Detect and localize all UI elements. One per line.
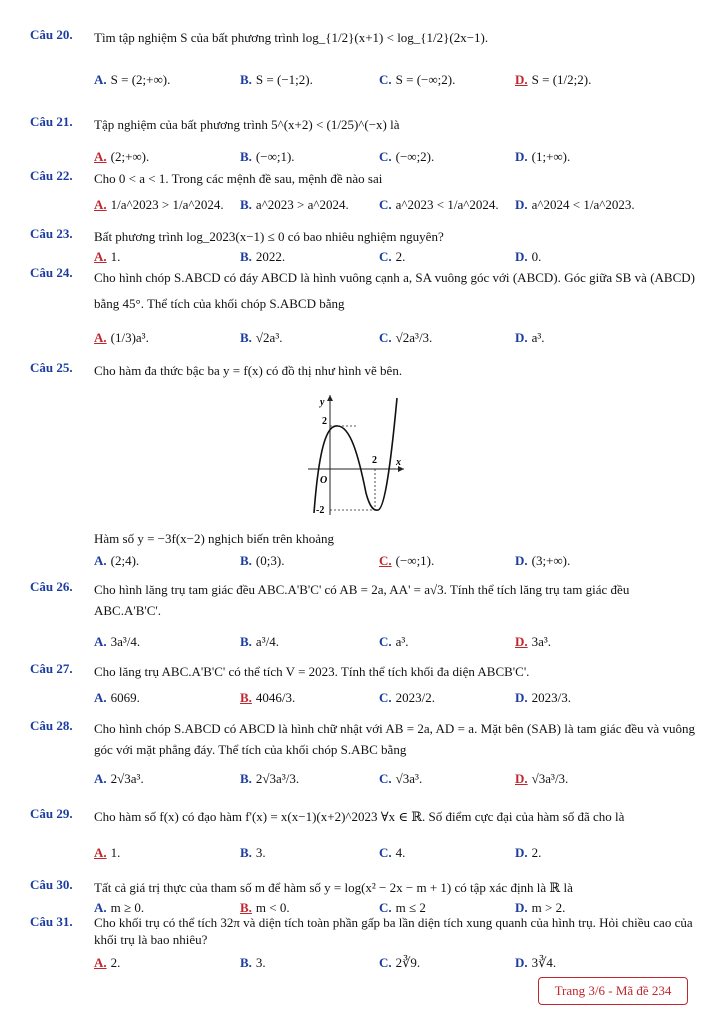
tick-x: 2 xyxy=(372,455,377,466)
option-text: m ≥ 0. xyxy=(110,900,145,915)
question-text: Cho 0 < a < 1. Trong các mệnh đề sau, mệnh đề nào sai xyxy=(94,171,383,186)
option-label: B. xyxy=(240,149,252,164)
question-text: Cho hình lăng trụ tam giác đều ABC.A'B'C' có AB = 2a, AA' = a√3. Tính thể tích lăng trụ tam giác đều ABC.A'B'C'. xyxy=(94,582,630,618)
option-label: D. xyxy=(515,330,528,345)
question-text: Tất cả giá trị thực của tham số m để hàm số y = log(x² − 2x − m + 1) có tập xác định là ℝ là xyxy=(94,880,573,895)
option-label: C. xyxy=(379,330,392,345)
option-text: 4046/3. xyxy=(255,690,296,705)
option-label: D. xyxy=(515,197,528,212)
option-text: m ≤ 2 xyxy=(395,900,426,915)
option-text: 2023/2. xyxy=(395,690,436,705)
option-text: S = (2;+∞). xyxy=(110,72,171,87)
option-text: 1/a^2023 > 1/a^2024. xyxy=(110,197,224,212)
option-label: B. xyxy=(240,955,252,970)
option-text: 1. xyxy=(110,249,121,264)
option-text: 2023/3. xyxy=(531,690,572,705)
option-label: B. xyxy=(240,72,252,87)
option-label: D. xyxy=(515,690,528,705)
option-label: A. xyxy=(94,553,107,568)
option-text: a^2023 < 1/a^2024. xyxy=(395,197,499,212)
option-text: √3a³/3. xyxy=(531,771,569,786)
options xyxy=(94,840,695,866)
option-text: S = (−1;2). xyxy=(255,72,313,87)
option-text: (−∞;2). xyxy=(395,149,435,164)
question-23 xyxy=(30,226,695,270)
option-text: (3;+∞). xyxy=(531,553,571,568)
question-30 xyxy=(30,877,695,917)
option-text: 3∛4. xyxy=(531,955,557,970)
option-label: B. xyxy=(240,249,252,264)
option-text: S = (1/2;2). xyxy=(531,72,592,87)
option-text: m > 2. xyxy=(531,900,566,915)
option-text: S = (−∞;2). xyxy=(395,72,456,87)
options xyxy=(94,629,695,655)
option-label: B. xyxy=(240,553,252,568)
option-label: A. xyxy=(94,72,107,87)
option-label: A. xyxy=(94,634,107,649)
question-text: Tập nghiệm của bất phương trình 5^(x+2) < (1/25)^(−x) là xyxy=(94,117,400,132)
tick-y-top: 2 xyxy=(322,416,327,427)
option-text: (0;3). xyxy=(255,553,285,568)
option-label: A. xyxy=(94,900,107,915)
option-text: (2;+∞). xyxy=(110,149,150,164)
option-label: B. xyxy=(240,634,252,649)
option-text: 3. xyxy=(255,955,266,970)
option-text: 2. xyxy=(395,249,406,264)
x-label: x xyxy=(396,457,401,468)
answer-label: A. xyxy=(94,845,107,860)
tick-y-bottom: -2 xyxy=(316,505,325,516)
question-number: Câu 20. xyxy=(30,27,73,42)
option-label: C. xyxy=(379,955,392,970)
question-28 xyxy=(30,718,695,798)
question-number: Câu 30. xyxy=(30,877,73,892)
options xyxy=(94,144,695,170)
question-text: Cho khối trụ có thể tích 32π và diện tích toàn phần gấp ba lần diện tích xung quanh của hình trụ. Hỏi chiều cao của khối trụ là bao nhiêu? xyxy=(94,915,693,947)
option-label: B. xyxy=(240,330,252,345)
question-number: Câu 23. xyxy=(30,226,73,241)
question-number: Câu 25. xyxy=(30,360,73,375)
options xyxy=(94,325,695,351)
option-text: (1;+∞). xyxy=(531,149,571,164)
answer-label: A. xyxy=(94,197,107,212)
page-footer: Trang 3/6 - Mã đề 234 xyxy=(538,977,688,1005)
option-text: 3. xyxy=(255,845,266,860)
question-text: Cho hình chóp S.ABCD có ABCD là hình chữ nhật với AB = 2a, AD = a. Mặt bên (SAB) là tam giác đều và vuông góc với mặt phẳng đáy. Thể tích của khối chóp S.ABC bằng xyxy=(94,721,695,757)
option-label: B. xyxy=(240,845,252,860)
option-label: C. xyxy=(379,149,392,164)
question-number: Câu 22. xyxy=(30,168,73,183)
question-text: Cho lăng trụ ABC.A'B'C' có thể tích V = 2023. Tính thể tích khối đa diện ABCB'C'. xyxy=(94,664,530,679)
options xyxy=(94,766,695,792)
question-subtext: Hàm số y = −3f(x−2) nghịch biến trên khoảng xyxy=(94,531,335,546)
option-text: 3a³. xyxy=(531,634,552,649)
question-26 xyxy=(30,579,695,659)
answer-label: B. xyxy=(240,690,252,705)
option-text: 2√3a³/3. xyxy=(255,771,300,786)
question-number: Câu 31. xyxy=(30,914,73,929)
answer-label: A. xyxy=(94,330,107,345)
option-label: B. xyxy=(240,771,252,786)
answer-label: B. xyxy=(240,900,252,915)
question-number: Câu 27. xyxy=(30,661,73,676)
option-text: 4. xyxy=(395,845,406,860)
option-label: C. xyxy=(379,771,392,786)
option-label: C. xyxy=(379,249,392,264)
option-text: a^2024 < 1/a^2023. xyxy=(531,197,635,212)
option-text: 2. xyxy=(531,845,542,860)
option-text: (1/3)a³. xyxy=(110,330,149,345)
option-text: 0. xyxy=(531,249,542,264)
options xyxy=(94,950,695,976)
question-number: Câu 21. xyxy=(30,114,73,129)
option-label: C. xyxy=(379,197,392,212)
option-label: C. xyxy=(379,845,392,860)
question-text: Cho hàm đa thức bậc ba y = f(x) có đồ thị như hình vẽ bên. xyxy=(94,363,403,378)
question-29 xyxy=(30,806,695,866)
question-21 xyxy=(30,114,695,174)
option-label: D. xyxy=(515,553,528,568)
option-text: 6069. xyxy=(110,690,140,705)
question-22 xyxy=(30,168,695,222)
question-27 xyxy=(30,661,695,721)
options xyxy=(94,685,695,711)
option-text: 2. xyxy=(110,955,121,970)
option-text: 2022. xyxy=(255,249,286,264)
option-label: D. xyxy=(515,149,528,164)
option-text: √2a³/3. xyxy=(395,330,433,345)
option-text: 3a³/4. xyxy=(110,634,141,649)
option-label: C. xyxy=(379,634,392,649)
question-text: Cho hàm số f(x) có đạo hàm f'(x) = x(x−1)(x+2)^2023 ∀x ∈ ℝ. Số điểm cực đại của hàm số đã cho là xyxy=(94,809,625,824)
option-label: C. xyxy=(379,72,392,87)
option-text: a³/4. xyxy=(255,634,279,649)
y-axis-arrow xyxy=(327,395,333,401)
y-label: y xyxy=(320,397,325,408)
option-label: C. xyxy=(379,900,392,915)
cubic-function-graph xyxy=(300,393,406,517)
answer-label: C. xyxy=(379,553,392,568)
option-text: 2√3a³. xyxy=(110,771,144,786)
option-label: D. xyxy=(515,845,528,860)
option-text: m < 0. xyxy=(255,900,290,915)
option-text: (−∞;1). xyxy=(395,553,435,568)
answer-label: A. xyxy=(94,955,107,970)
question-number: Câu 29. xyxy=(30,806,73,821)
option-label: C. xyxy=(379,690,392,705)
question-text: Cho hình chóp S.ABCD có đáy ABCD là hình vuông cạnh a, SA vuông góc với (ABCD). Góc giữa SB và (ABCD) bằng 45°. Thể tích của khối chóp S.ABCD bằng xyxy=(94,270,695,311)
question-number: Câu 26. xyxy=(30,579,73,594)
answer-label: D. xyxy=(515,72,528,87)
option-label: D. xyxy=(515,249,528,264)
options xyxy=(94,67,695,93)
answer-label: D. xyxy=(515,634,528,649)
option-text: (2;4). xyxy=(110,553,140,568)
origin-label: O xyxy=(320,475,328,486)
option-text: 2∛9. xyxy=(395,955,421,970)
question-24 xyxy=(30,265,695,355)
question-31 xyxy=(30,914,695,974)
question-text: Tìm tập nghiệm S của bất phương trình log_{1/2}(x+1) < log_{1/2}(2x−1). xyxy=(94,30,489,45)
option-text: a³. xyxy=(531,330,545,345)
option-label: B. xyxy=(240,197,252,212)
question-number: Câu 24. xyxy=(30,265,73,280)
question-20 xyxy=(30,27,695,107)
answer-label: D. xyxy=(515,771,528,786)
option-label: D. xyxy=(515,955,528,970)
answer-label: A. xyxy=(94,249,107,264)
answer-label: A. xyxy=(94,149,107,164)
option-text: a^2023 > a^2024. xyxy=(255,197,349,212)
options xyxy=(94,548,695,574)
option-text: (−∞;1). xyxy=(255,149,295,164)
option-text: √3a³. xyxy=(395,771,423,786)
question-number: Câu 28. xyxy=(30,718,73,733)
option-text: √2a³. xyxy=(255,330,283,345)
option-label: D. xyxy=(515,900,528,915)
option-label: A. xyxy=(94,690,107,705)
options xyxy=(94,192,695,218)
option-label: A. xyxy=(94,771,107,786)
option-text: 1. xyxy=(110,845,121,860)
option-text: a³. xyxy=(395,634,409,649)
question-text: Bất phương trình log_2023(x−1) ≤ 0 có bao nhiêu nghiệm nguyên? xyxy=(94,229,444,244)
